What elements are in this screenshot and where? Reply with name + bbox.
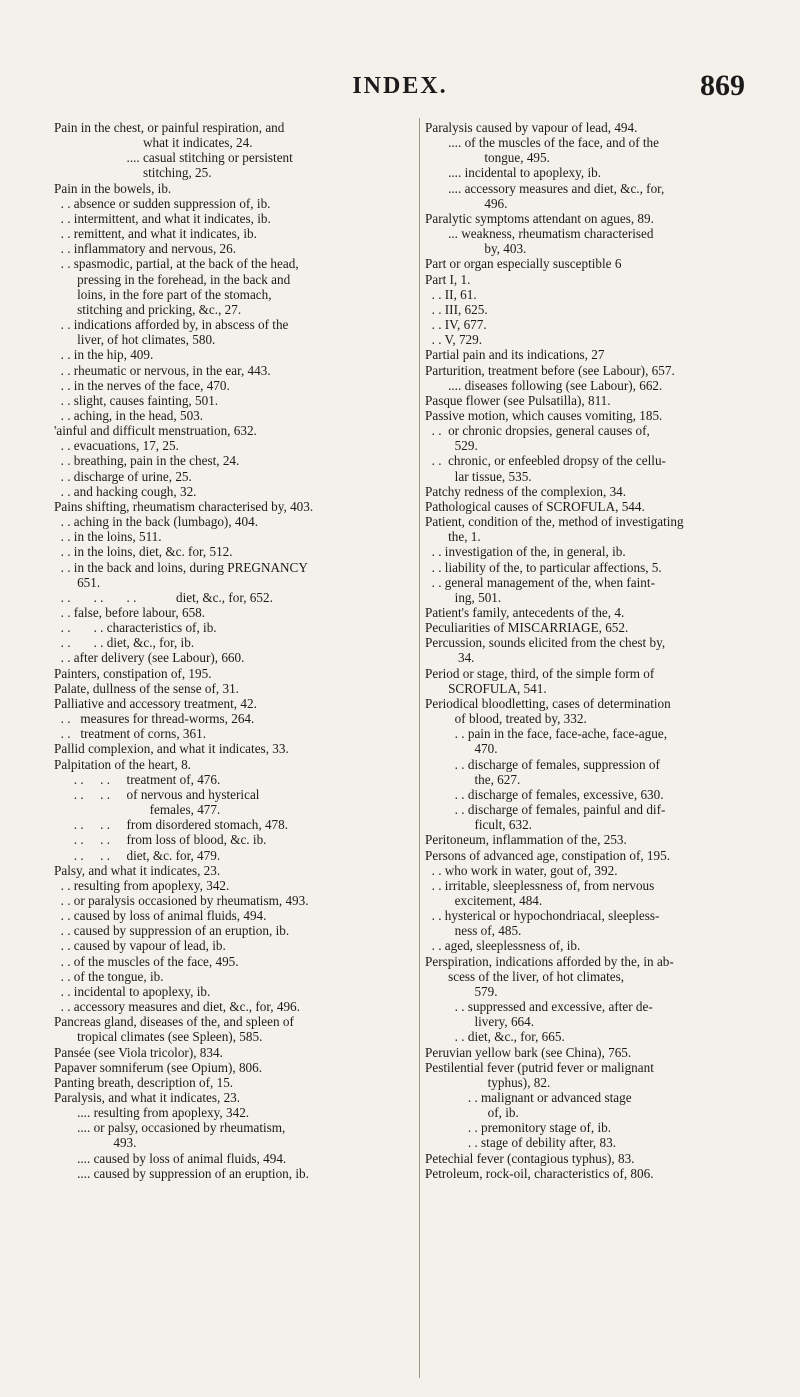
index-line: Palsy, and what it indicates, 23. xyxy=(54,862,221,878)
index-line: . . chronic, or enfeebled dropsy of the cellu- xyxy=(425,453,666,469)
index-line: . . investigation of the, in general, ib. xyxy=(425,544,626,560)
index-line: . . resulting from apoplexy, 342. xyxy=(54,877,230,893)
index-line: .... casual stitching or persistent xyxy=(54,150,293,166)
index-line: Percussion, sounds elicited from the chest by, xyxy=(425,635,666,651)
index-line: Part or organ especially susceptible 6 xyxy=(425,256,622,272)
index-line: . . stage of debility after, 83. xyxy=(425,1135,617,1151)
index-line: . . diet, &c., for, 665. xyxy=(425,1029,565,1045)
index-line: . . after delivery (see Labour), 660. xyxy=(54,650,245,666)
index-line: Paralytic symptoms attendant on agues, 89. xyxy=(425,210,654,226)
index-line: . . II, 61. xyxy=(425,286,477,302)
index-line: Pallid complexion, and what it indicates, 33. xyxy=(54,741,289,757)
index-line: . . pain in the face, face-ache, face-ague, xyxy=(425,726,667,742)
index-line: . . discharge of females, suppression of xyxy=(425,756,660,772)
index-line: stitching and pricking, &c., 27. xyxy=(54,301,242,317)
index-line: females, 477. xyxy=(54,802,221,818)
index-line: . . general management of the, when faint- xyxy=(425,574,655,590)
index-line: 493. xyxy=(54,1135,137,1151)
index-line: . . of the muscles of the face, 495. xyxy=(54,953,239,969)
index-line: Papaver somniferum (see Opium), 806. xyxy=(54,1059,263,1075)
index-line: . . in the nerves of the face, 470. xyxy=(54,377,230,393)
index-line: . . slight, causes fainting, 501. xyxy=(54,392,219,408)
index-line: .... of the muscles of the face, and of the xyxy=(425,135,660,151)
index-line: . . treatment of corns, 361. xyxy=(54,726,206,742)
index-line: 34. xyxy=(425,650,475,666)
index-line: . . in the back and loins, during PREGNANCY xyxy=(54,559,308,575)
index-line: Patchy redness of the complexion, 34. xyxy=(425,483,627,499)
index-line: Patient's family, antecedents of the, 4. xyxy=(425,605,625,620)
index-line: . . . . diet, &c. for, 479. xyxy=(54,847,221,863)
index-line: what it indicates, 24. xyxy=(54,135,253,151)
index-line: Passive motion, which causes vomiting, 185. xyxy=(425,407,663,423)
right-index-column xyxy=(425,120,765,1181)
index-line: scess of the liver, of hot climates, xyxy=(425,968,625,984)
index-line: . . aching in the back (lumbago), 404. xyxy=(54,514,258,530)
index-line: Pancreas gland, diseases of the, and spleen of xyxy=(54,1014,294,1030)
index-line: Pasque flower (see Pulsatilla), 811. xyxy=(425,392,611,408)
index-line: tongue, 495. xyxy=(425,150,550,166)
index-line: Palliative and accessory treatment, 42. xyxy=(54,695,257,711)
index-line: ... weakness, rheumatism characterised xyxy=(425,226,654,242)
index-line: . . hysterical or hypochondriacal, sleepless- xyxy=(425,908,660,924)
index-line: lar tissue, 535. xyxy=(425,468,532,484)
index-line: Peruvian yellow bark (see China), 765. xyxy=(425,1044,632,1060)
index-line: 470. xyxy=(425,741,498,757)
index-line: Perspiration, indications afforded by the, in ab- xyxy=(425,953,674,969)
index-line: Persons of advanced age, constipation of, 195. xyxy=(425,847,671,863)
index-line: . . of the tongue, ib. xyxy=(54,968,164,984)
index-line: . . measures for thread-worms, 264. xyxy=(54,711,255,727)
index-line: 529. xyxy=(425,438,478,454)
index-line: livery, 664. xyxy=(425,1014,535,1030)
page-title: INDEX. xyxy=(352,73,448,99)
index-line: Paralysis, and what it indicates, 23. xyxy=(54,1090,241,1105)
index-line: . . liability of the, to particular affections, 5. xyxy=(425,559,662,575)
index-line: of blood, treated by, 332. xyxy=(425,711,587,727)
index-line: . . or paralysis occasioned by rheumatism, 493. xyxy=(54,892,309,908)
index-line: Peculiarities of MISCARRIAGE, 652. xyxy=(425,620,629,636)
index-line: . . irritable, sleeplessness of, from nervous xyxy=(425,877,655,893)
index-line: Panting breath, description of, 15. xyxy=(54,1074,234,1090)
index-line: the, 627. xyxy=(425,771,521,787)
index-line: . . in the loins, diet, &c. for, 512. xyxy=(54,544,233,560)
index-line: . . accessory measures and diet, &c., for, 496. xyxy=(54,999,300,1015)
index-line: . . caused by vapour of lead, ib. xyxy=(54,938,226,954)
index-line: . . . . characteristics of, ib. xyxy=(54,620,217,636)
index-line: SCROFULA, 541. xyxy=(425,680,547,696)
index-line: Peritoneum, inflammation of the, 253. xyxy=(425,832,627,848)
index-line: . . or chronic dropsies, general causes of, xyxy=(425,423,650,439)
index-line: .... incidental to apoplexy, ib. xyxy=(425,165,602,181)
index-line: Patient, condition of the, method of investigating xyxy=(425,514,684,530)
index-line: the, 1. xyxy=(425,529,481,545)
index-line: 'ainful and difficult menstruation, 632. xyxy=(54,423,257,439)
index-line: 579. xyxy=(425,983,498,999)
index-line: . . suppressed and excessive, after de- xyxy=(425,999,653,1015)
index-line: . . malignant or advanced stage xyxy=(425,1090,632,1105)
index-line: . . indications afforded by, in abscess of the xyxy=(54,317,289,333)
index-line: Pansée (see Viola tricolor), 834. xyxy=(54,1044,223,1060)
index-line: . . discharge of urine, 25. xyxy=(54,468,192,484)
left-index-column xyxy=(54,120,414,1181)
index-line: . . intermittent, and what it indicates, ib. xyxy=(54,210,271,226)
index-line: . . V, 729. xyxy=(425,332,483,348)
index-line: . . in the hip, 409. xyxy=(54,347,154,363)
index-line: Period or stage, third, of the simple form of xyxy=(425,665,655,681)
index-line: . . . . treatment of, 476. xyxy=(54,771,221,787)
index-line: excitement, 484. xyxy=(425,892,543,908)
index-line: . . caused by loss of animal fluids, 494. xyxy=(54,908,267,924)
index-line: . . remittent, and what it indicates, ib. xyxy=(54,226,257,242)
index-line: . . absence or sudden suppression of, ib. xyxy=(54,195,271,211)
column-divider xyxy=(419,118,420,1378)
page-header xyxy=(0,69,800,107)
index-line: ficult, 632. xyxy=(425,817,532,833)
index-line: .... or palsy, occasioned by rheumatism, xyxy=(54,1120,286,1136)
page-number: 869 xyxy=(700,69,745,102)
index-line: Parturition, treatment before (see Labour), 657. xyxy=(425,362,675,378)
index-line: Partial pain and its indications, 27 xyxy=(425,347,605,363)
index-line: . . . . from loss of blood, &c. ib. xyxy=(54,832,267,848)
index-line: .... resulting from apoplexy, 342. xyxy=(54,1105,250,1121)
index-line: . . who work in water, gout of, 392. xyxy=(425,862,618,878)
index-line: pressing in the forehead, in the back and xyxy=(54,271,291,287)
index-line: Painters, constipation of, 195. xyxy=(54,665,212,681)
index-line: Pains shifting, rheumatism characterised by, 403. xyxy=(54,498,314,514)
index-line: .... caused by loss of animal fluids, 494. xyxy=(54,1150,287,1166)
index-line: ing, 501. xyxy=(425,589,502,605)
index-line: Pathological causes of SCROFULA, 544. xyxy=(425,498,645,514)
index-line: Petroleum, rock-oil, characteristics of, 806. xyxy=(425,1165,654,1181)
index-line: tropical climates (see Spleen), 585. xyxy=(54,1029,263,1045)
index-line: Pain in the chest, or painful respiration, and xyxy=(54,120,285,135)
index-line: Palate, dullness of the sense of, 31. xyxy=(54,680,239,696)
index-line: . . . . of nervous and hysterical xyxy=(54,786,260,802)
index-line: . . . . diet, &c., for, ib. xyxy=(54,635,195,651)
index-line: . . discharge of females, excessive, 630. xyxy=(425,786,664,802)
index-line: . . and hacking cough, 32. xyxy=(54,483,197,499)
index-line: by, 403. xyxy=(425,241,527,257)
index-line: . . spasmodic, partial, at the back of the head, xyxy=(54,256,299,272)
index-line: 651. xyxy=(54,574,101,590)
index-line: Periodical bloodletting, cases of determination xyxy=(425,695,671,711)
index-line: 496. xyxy=(425,195,508,211)
index-line: of, ib. xyxy=(425,1105,519,1121)
index-line: Pain in the bowels, ib. xyxy=(54,180,172,196)
index-line: ness of, 485. xyxy=(425,923,522,939)
index-line: . . false, before labour, 658. xyxy=(54,605,206,620)
index-line: stitching, 25. xyxy=(54,165,212,181)
index-line: . . aching, in the head, 503. xyxy=(54,407,204,423)
index-line: liver, of hot climates, 580. xyxy=(54,332,216,348)
index-line: . . premonitory stage of, ib. xyxy=(425,1120,612,1136)
index-line: . . caused by suppression of an eruption, ib. xyxy=(54,923,290,939)
index-line: . . rheumatic or nervous, in the ear, 443. xyxy=(54,362,271,378)
index-line: Palpitation of the heart, 8. xyxy=(54,756,191,772)
index-line: . . in the loins, 511. xyxy=(54,529,162,545)
index-line: . . . . from disordered stomach, 478. xyxy=(54,817,289,833)
index-line: . . inflammatory and nervous, 26. xyxy=(54,241,237,257)
index-line: .... diseases following (see Labour), 662. xyxy=(425,377,663,393)
index-line: . . evacuations, 17, 25. xyxy=(54,438,179,454)
index-line: Pestilential fever (putrid fever or malignant xyxy=(425,1059,654,1075)
index-line: . . breathing, pain in the chest, 24. xyxy=(54,453,240,469)
index-line: . . III, 625. xyxy=(425,301,488,317)
index-line: . . IV, 677. xyxy=(425,317,487,333)
index-line: loins, in the fore part of the stomach, xyxy=(54,286,272,302)
index-line: . . . . . . diet, &c., for, 652. xyxy=(54,589,273,605)
index-line: . . discharge of females, painful and dif- xyxy=(425,802,666,818)
index-line: Petechial fever (contagious typhus), 83. xyxy=(425,1150,635,1166)
index-line: .... accessory measures and diet, &c., for, xyxy=(425,180,665,196)
index-line: typhus), 82. xyxy=(425,1074,551,1090)
index-line: .... caused by suppression of an eruption, ib. xyxy=(54,1165,309,1181)
index-line: . . aged, sleeplessness of, ib. xyxy=(425,938,581,954)
index-line: . . incidental to apoplexy, ib. xyxy=(54,983,211,999)
index-line: Part I, 1. xyxy=(425,271,471,287)
index-line: Paralysis caused by vapour of lead, 494. xyxy=(425,120,638,135)
